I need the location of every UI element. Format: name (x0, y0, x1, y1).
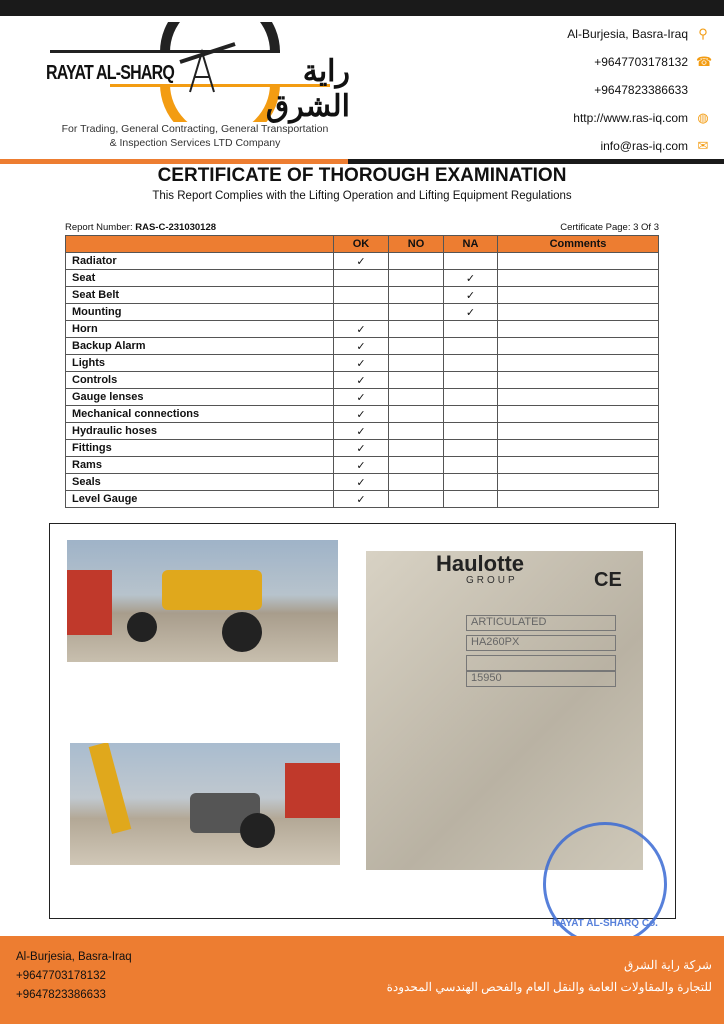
table-row (66, 338, 659, 355)
plate-group: GROUP (466, 575, 518, 586)
row-na: ✓ (444, 304, 498, 321)
row-na (444, 440, 498, 457)
photo-boom-lift-side (67, 540, 338, 662)
envelope-icon: ✉ (697, 138, 709, 153)
row-no (389, 304, 444, 321)
table-row (66, 253, 659, 270)
row-item: Radiator (66, 253, 334, 270)
row-item: Lights (66, 355, 334, 372)
row-ok: ✓ (334, 338, 389, 355)
row-na (444, 389, 498, 406)
header-comments: Comments (498, 236, 659, 253)
row-no (389, 270, 444, 287)
footer-phone-2: +9647823386633 (16, 989, 106, 1001)
globe-icon: ◍ (697, 110, 709, 125)
row-item: Controls (66, 372, 334, 389)
row-ok: ✓ (334, 474, 389, 491)
row-comments (498, 406, 659, 423)
report-meta (65, 222, 659, 233)
photo-boom-lift-rear (70, 743, 340, 865)
table-row (66, 372, 659, 389)
certificate-page: Certificate Page: 3 Of 3 (560, 222, 659, 233)
table-row (66, 457, 659, 474)
row-na (444, 321, 498, 338)
row-item: Seat Belt (66, 287, 334, 304)
row-na: ✓ (444, 270, 498, 287)
row-ok: ✓ (334, 321, 389, 338)
row-ok (334, 270, 389, 287)
header-contacts (567, 20, 713, 160)
tagline (40, 122, 350, 150)
row-ok: ✓ (334, 457, 389, 474)
row-na (444, 491, 498, 508)
plate-brand: Haulotte (436, 551, 524, 576)
divider-dark (348, 159, 724, 164)
row-comments (498, 287, 659, 304)
row-no (389, 321, 444, 338)
row-comments (498, 389, 659, 406)
row-comments (498, 253, 659, 270)
row-item: Horn (66, 321, 334, 338)
row-comments (498, 338, 659, 355)
row-na (444, 423, 498, 440)
footer (0, 936, 724, 1024)
row-no (389, 491, 444, 508)
row-ok: ✓ (334, 253, 389, 270)
row-comments (498, 474, 659, 491)
footer-address: Al-Burjesia, Basra-Iraq (16, 951, 132, 963)
row-na (444, 355, 498, 372)
row-ok: ✓ (334, 406, 389, 423)
row-ok: ✓ (334, 440, 389, 457)
page-title: CERTIFICATE OF THOROUGH EXAMINATION (157, 165, 567, 186)
tagline-line-1: For Trading, General Contracting, General Transportation (61, 123, 329, 135)
phone-icon: ☎ (696, 54, 713, 69)
location-pin-icon: ⚲ (698, 26, 708, 41)
header-na: NA (444, 236, 498, 253)
table-row (66, 287, 659, 304)
row-item: Fittings (66, 440, 334, 457)
row-item: Seals (66, 474, 334, 491)
row-item: Level Gauge (66, 491, 334, 508)
email-link[interactable]: info@ras-iq.com (600, 139, 688, 153)
table-row (66, 406, 659, 423)
row-na (444, 457, 498, 474)
row-item: Rams (66, 457, 334, 474)
ce-mark-icon: CE (594, 569, 622, 591)
report-number-label: Report Number: (65, 222, 136, 233)
row-comments (498, 304, 659, 321)
table-row (66, 355, 659, 372)
report-number: RAS-C-231030128 (135, 222, 217, 233)
header-item (66, 236, 334, 253)
footer-company-ar: شركة راية الشرق (623, 958, 712, 972)
header-no: NO (389, 236, 444, 253)
row-no (389, 355, 444, 372)
stamp-text: RAYAT AL-SHARQ Co. (552, 918, 658, 929)
row-comments (498, 321, 659, 338)
row-ok (334, 287, 389, 304)
logo-text-ar: راية الشرق (265, 55, 350, 123)
header-ok: OK (334, 236, 389, 253)
row-na (444, 253, 498, 270)
row-item: Gauge lenses (66, 389, 334, 406)
row-comments (498, 270, 659, 287)
table-row (66, 440, 659, 457)
plate-model: HA260PX (466, 635, 616, 651)
row-ok: ✓ (334, 389, 389, 406)
phone-1: +9647703178132 (594, 55, 688, 69)
top-bar (0, 0, 724, 16)
row-no (389, 253, 444, 270)
row-item: Hydraulic hoses (66, 423, 334, 440)
row-no (389, 474, 444, 491)
row-comments (498, 440, 659, 457)
row-no (389, 406, 444, 423)
table-row (66, 321, 659, 338)
tagline-line-2: & Inspection Services LTD Company (109, 137, 281, 149)
row-ok: ✓ (334, 491, 389, 508)
company-stamp (543, 822, 667, 946)
spacer (696, 83, 710, 97)
page-subtitle: This Report Complies with the Lifting Operation and Lifting Equipment Regulations (152, 190, 572, 202)
row-item: Mounting (66, 304, 334, 321)
row-item: Seat (66, 270, 334, 287)
row-comments (498, 457, 659, 474)
row-comments (498, 355, 659, 372)
row-na: ✓ (444, 287, 498, 304)
row-na (444, 406, 498, 423)
inspection-table (65, 235, 659, 508)
row-item: Mechanical connections (66, 406, 334, 423)
plate-type: ARTICULATED (466, 615, 616, 631)
address: Al-Burjesia, Basra-Iraq (567, 27, 688, 41)
row-na (444, 338, 498, 355)
table-row (66, 423, 659, 440)
table-row (66, 474, 659, 491)
row-comments (498, 372, 659, 389)
table-row (66, 270, 659, 287)
row-na (444, 372, 498, 389)
row-no (389, 372, 444, 389)
row-ok: ✓ (334, 372, 389, 389)
row-comments (498, 491, 659, 508)
footer-phone-1: +9647703178132 (16, 970, 106, 982)
logo-text-en: RAYAT AL-SHARQ (46, 62, 175, 84)
row-no (389, 423, 444, 440)
row-no (389, 389, 444, 406)
footer-tagline-ar: للتجارة والمقاولات العامة والنقل العام والفحص الهندسي المحدودة (386, 980, 712, 994)
website-link[interactable]: http://www.ras-iq.com (573, 111, 688, 125)
table-row (66, 389, 659, 406)
table-row (66, 491, 659, 508)
row-ok: ✓ (334, 355, 389, 372)
row-no (389, 287, 444, 304)
plate-mass: 15950 (466, 671, 616, 687)
company-logo (40, 22, 350, 150)
table-row (66, 304, 659, 321)
row-na (444, 474, 498, 491)
row-no (389, 338, 444, 355)
row-no (389, 440, 444, 457)
phone-2: +9647823386633 (594, 83, 688, 97)
row-item: Backup Alarm (66, 338, 334, 355)
row-ok (334, 304, 389, 321)
row-ok: ✓ (334, 423, 389, 440)
row-comments (498, 423, 659, 440)
row-no (389, 457, 444, 474)
divider-orange (0, 159, 348, 164)
